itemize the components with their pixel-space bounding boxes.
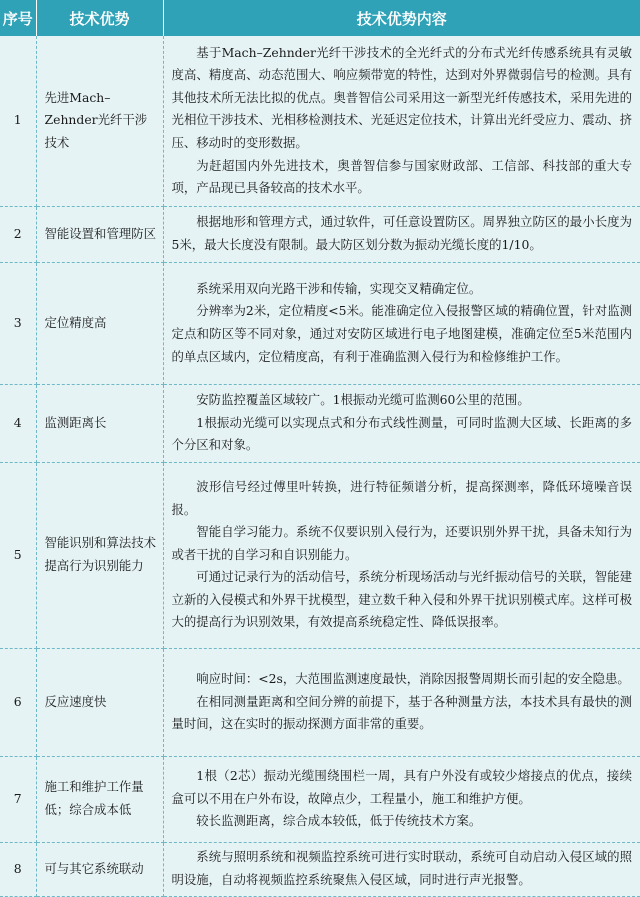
row-number: 2 — [0, 206, 36, 262]
row-number: 4 — [0, 384, 36, 462]
table-row — [0, 36, 640, 206]
table-row — [0, 842, 640, 896]
advantage-content — [163, 262, 640, 384]
table-row — [0, 206, 640, 262]
advantage-name: 可与其它系统联动 — [36, 842, 163, 896]
advantage-name: 智能识别和算法技术提高行为识别能力 — [36, 462, 163, 648]
table-row — [0, 648, 640, 756]
advantage-content — [163, 36, 640, 206]
content-paragraph: 可通过记录行为的活动信号，系统分析现场活动与光纤振动信号的关联，智能建立新的入侵模式和外界干扰模型，建立数千种入侵和外界干扰识别模式库。这样可极大的提高行为识别效果，有效提高系统稳定性、降低误报率。 — [171, 569, 632, 630]
row-number: 1 — [0, 36, 36, 206]
advantage-content — [163, 206, 640, 262]
table-row — [0, 756, 640, 842]
table-row — [0, 462, 640, 648]
table-row — [0, 384, 640, 462]
advantage-name: 先进Mach–Zehnder光纤干涉技术 — [36, 36, 163, 206]
header-content: 技术优势内容 — [163, 0, 640, 36]
advantage-content — [163, 462, 640, 648]
content-paragraph: 安防监控覆盖区域较广。1根振动光缆可监测60公里的范围。 — [196, 392, 530, 408]
row-number: 7 — [0, 756, 36, 842]
row-number: 8 — [0, 842, 36, 896]
row-number: 3 — [0, 262, 36, 384]
content-paragraph: 波形信号经过傅里叶转换，进行特征频谱分析，提高探测率，降低环境噪音误报。 — [171, 478, 632, 517]
content-paragraph: 1根振动光缆可以实现点式和分布式线性测量，可同时监测大区域、长距离的多个分区和对象。 — [171, 414, 632, 453]
advantage-content — [163, 384, 640, 462]
content-paragraph: 系统与照明系统和视频监控系统可进行实时联动，系统可自动启动入侵区域的照明设施，自动将视频监控系统聚焦入侵区域，同时进行声光报警。 — [171, 849, 632, 887]
advantage-name: 监测距离长 — [36, 384, 163, 462]
advantage-content — [163, 648, 640, 756]
header-advantage: 技术优势 — [36, 0, 163, 36]
content-paragraph: 为赶超国内外先进技术，奥普智信参与国家财政部、工信部、科技部的重大专项，产品现已具备较高的技术水平。 — [171, 157, 632, 196]
content-paragraph: 基于Mach–Zehnder光纤干涉技术的全光纤式的分布式光纤传感系统具有灵敏度高、精度高、动态范围大、响应频带宽的特性，达到对外界微弱信号的检测。具有其他技术所无法比拟的优点。奥普智信公司采用这一新型光纤传感技术，采用先进的光相位干涉技术、光相移检测技术、光延迟定位技术，计算出光纤受应力、震动、挤压、移动时的变形数据。 — [171, 44, 632, 151]
advantage-name: 定位精度高 — [36, 262, 163, 384]
content-paragraph: 智能自学习能力。系统不仅要识别入侵行为，还要识别外界干扰，具备未知行为或者干扰的自学习和自识别能力。 — [171, 524, 632, 562]
advantage-content — [163, 756, 640, 842]
row-number: 5 — [0, 462, 36, 648]
table-row — [0, 262, 640, 384]
content-paragraph: 1根（2芯）振动光缆围绕围栏一周，具有户外没有或较少熔接点的优点，接续盒可以不用在户外布设，故障点少，工程量小，施工和维护方便。 — [171, 768, 632, 806]
content-paragraph: 在相同测量距离和空间分辨的前提下，基于各种测量方法，本技术具有最快的测量时间，这在实时的振动探测方面非常的重要。 — [171, 693, 632, 732]
advantage-content — [163, 842, 640, 896]
content-paragraph: 较长监测距离，综合成本较低，低于传统技术方案。 — [196, 813, 482, 829]
content-paragraph: 系统采用双向光路干涉和传输，实现交叉精确定位。 — [196, 280, 482, 296]
content-paragraph: 响应时间：<2s，大范围监测速度最快，消除因报警周期长而引起的安全隐患。 — [196, 671, 630, 687]
content-paragraph: 根据地形和管理方式，通过软件，可任意设置防区。周界独立防区的最小长度为5米，最大长度没有限制。最大防区划分数为振动光缆长度的1/10。 — [171, 214, 632, 252]
advantage-name: 反应速度快 — [36, 648, 163, 756]
row-number: 6 — [0, 648, 36, 756]
content-paragraph: 分辨率为2米，定位精度<5米。能准确定位入侵报警区域的精确位置，针对监测定点和防区等不同对象，通过对安防区域进行电子地图建模，准确定位至5米范围内的单点区域内，定位精度高，有利于准确监测入侵行为和检修维护工作。 — [171, 303, 632, 364]
table-header-row — [0, 0, 640, 36]
advantage-name: 智能设置和管理防区 — [36, 206, 163, 262]
header-num: 序号 — [0, 0, 36, 36]
advantage-name: 施工和维护工作量低；综合成本低 — [36, 756, 163, 842]
